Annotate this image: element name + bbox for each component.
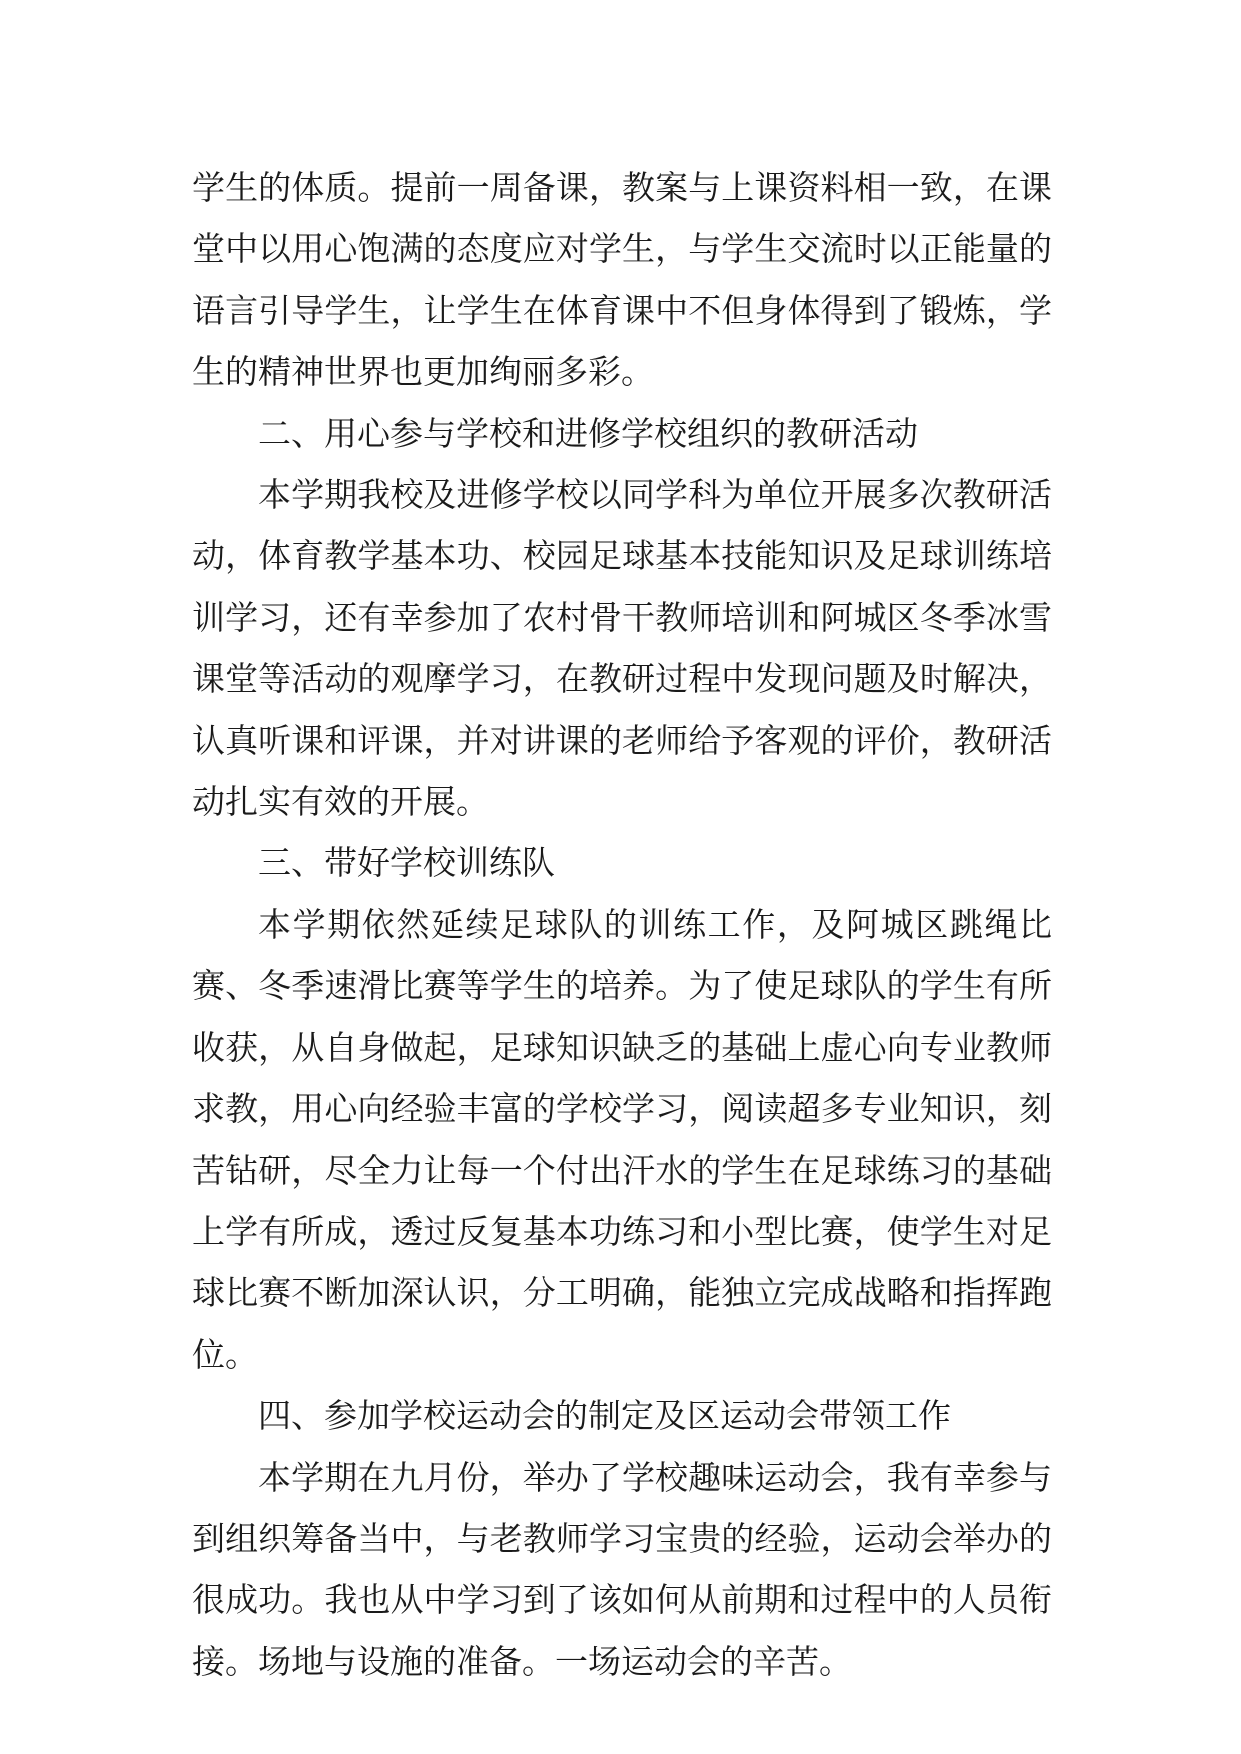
paragraph-teaching-research: 本学期我校及进修学校以同学科为单位开展多次教研活动，体育教学基本功、校园足球基本技能知识及足球训练培训学习，还有幸参加了农村骨干教师培训和阿城区冬季冰雪课堂等活动的观摩学习，在教研过程中发现问题及时解决，认真听课和评课，并对讲课的老师给予客观的评价，教研活动扎实有效的开展。 <box>192 475 1052 822</box>
section-heading-3: 三、带好学校训练队 <box>258 843 555 883</box>
paragraph-training-team: 本学期依然延续足球队的训练工作，及阿城区跳绳比赛、冬季速滑比赛等学生的培养。为了使足球队的学生有所收获，从自身做起，足球知识缺乏的基础上虚心向专业教师求教，用心向经验丰富的学校学习，阅读超多专业知识，刻苦钻研，尽全力让每一个付出汗水的学生在足球练习的基础上学有所成，透过反复基本功练习和小型比赛，使学生对足球比赛不断加深认识，分工明确，能独立完成战略和指挥跑位。 <box>192 904 1052 1374</box>
paragraph-sports-meeting: 本学期在九月份，举办了学校趣味运动会，我有幸参与到组织筹备当中，与老教师学习宝贵的经验，运动会举办的很成功。我也从中学习到了该如何从前期和过程中的人员衔接。场地与设施的准备。一场运动会的辛苦。 <box>192 1457 1052 1681</box>
paragraph-continuation: 学生的体质。提前一周备课，教案与上课资料相一致，在课堂中以用心饱满的态度应对学生，与学生交流时以正能量的语言引导学生，让学生在体育课中不但身体得到了锻炼，学生的精神世界也更加绚丽多彩。 <box>192 168 1052 392</box>
section-heading-2: 二、用心参与学校和进修学校组织的教研活动 <box>258 413 918 453</box>
document-body <box>192 157 1052 1692</box>
section-heading-4: 四、参加学校运动会的制定及区运动会带领工作 <box>258 1396 951 1436</box>
